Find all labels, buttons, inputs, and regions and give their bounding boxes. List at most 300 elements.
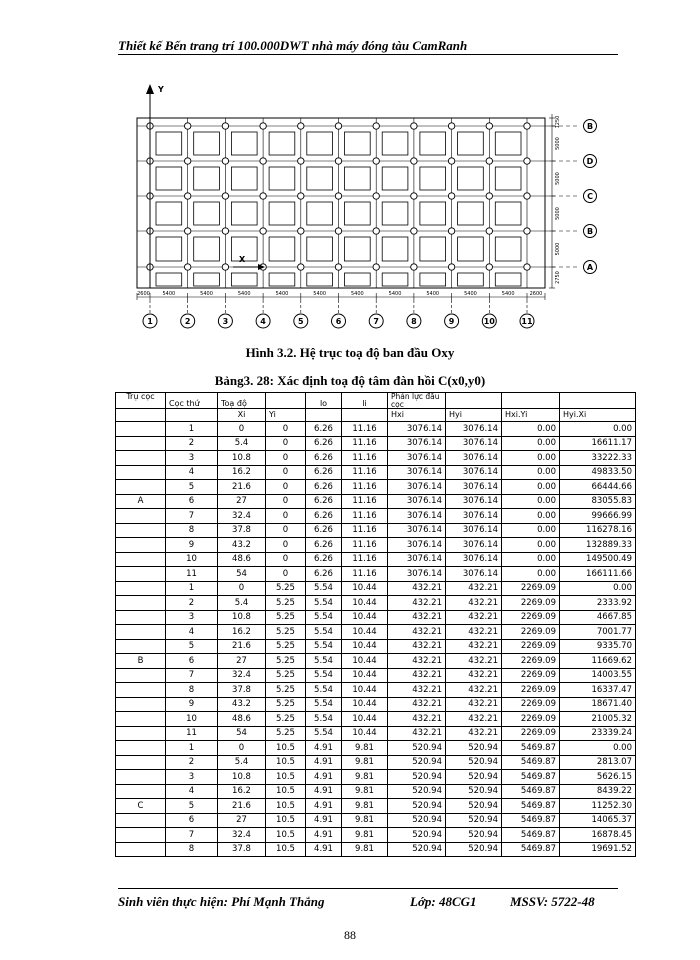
cell-pile-number: 3 (166, 770, 218, 785)
cell-pile-number: 3 (166, 610, 218, 625)
pile-marker (298, 228, 304, 234)
cell-li: 10.44 (342, 639, 388, 654)
cell-li: 10.44 (342, 712, 388, 727)
table-row (116, 842, 636, 857)
cell-hxi-yi: 0.00 (502, 523, 560, 538)
col-dim-label: 5400 (501, 291, 515, 297)
pile-marker (222, 123, 228, 129)
pile-group-cell (116, 596, 166, 611)
cell-yi: 0 (266, 480, 306, 495)
slab-panel (307, 273, 333, 286)
subheader-xi: Xi (218, 409, 266, 422)
slab-panel (231, 132, 257, 155)
cell-yi: 0 (266, 509, 306, 524)
cell-yi: 10.5 (266, 784, 306, 799)
footer-mssv: MSSV: 5722-48 (510, 894, 595, 909)
subheader-hxi-yi: Hxi.Yi (502, 409, 560, 422)
cell-hyi-xi: 23339.24 (560, 726, 636, 741)
pile-group-cell (116, 451, 166, 466)
cell-lo: 5.54 (306, 654, 342, 669)
cell-xi: 27 (218, 654, 266, 669)
pile-marker (298, 158, 304, 164)
cell-hyi-xi: 14003.55 (560, 668, 636, 683)
slab-panel (420, 273, 446, 286)
cell-hxi: 3076.14 (388, 494, 446, 509)
cell-lo: 5.54 (306, 712, 342, 727)
cell-hxi-yi: 2269.09 (502, 625, 560, 640)
slab-panel (345, 237, 371, 261)
cell-pile-number: 6 (166, 654, 218, 669)
pile-marker (486, 158, 492, 164)
cell-hxi: 432.21 (388, 625, 446, 640)
pile-group-cell (116, 712, 166, 727)
cell-hyi: 3076.14 (446, 509, 502, 524)
pile-marker (298, 123, 304, 129)
slab-panel (458, 167, 484, 190)
col-axis-label: 3 (222, 317, 229, 326)
slab-panel (495, 202, 521, 225)
table-row (116, 509, 636, 524)
cell-xi: 5.4 (218, 436, 266, 451)
cell-lo: 6.26 (306, 451, 342, 466)
cell-hxi-yi: 0.00 (502, 480, 560, 495)
cell-pile-number: 11 (166, 726, 218, 741)
cell-xi: 37.8 (218, 842, 266, 857)
subheader-hyi: Hyi (446, 409, 502, 422)
cell-hyi-xi: 166111.66 (560, 567, 636, 582)
cell-hxi-yi: 0.00 (502, 422, 560, 437)
pile-marker (335, 228, 341, 234)
slab-panel (307, 132, 333, 155)
table-caption: Bảng3. 28: Xác định toạ độ tâm đàn hồi C(x0,y0) (214, 373, 486, 388)
pile-group-cell (116, 697, 166, 712)
cell-li: 10.44 (342, 683, 388, 698)
cell-hxi-yi: 0.00 (502, 552, 560, 567)
slab-panel (420, 237, 446, 261)
slab-panel (194, 167, 220, 190)
table-row (116, 712, 636, 727)
cell-hyi-xi: 16878.45 (560, 828, 636, 843)
slab-panel (307, 202, 333, 225)
cell-li: 10.44 (342, 654, 388, 669)
cell-xi: 48.6 (218, 552, 266, 567)
cell-xi: 5.4 (218, 596, 266, 611)
cell-lo: 6.26 (306, 465, 342, 480)
slab-panel (269, 202, 295, 225)
page-number: 88 (344, 928, 356, 942)
pile-marker (185, 123, 191, 129)
pile-marker (335, 264, 341, 270)
slab-panel (156, 132, 182, 155)
cell-hxi-yi: 5469.87 (502, 813, 560, 828)
cell-hyi: 3076.14 (446, 451, 502, 466)
cell-hxi: 520.94 (388, 799, 446, 814)
header-phan-luc: Phản lực đầu cọc (388, 393, 446, 409)
cell-pile-number: 7 (166, 509, 218, 524)
cell-li: 10.44 (342, 726, 388, 741)
cell-hyi-xi: 33222.33 (560, 451, 636, 466)
footer-rule (118, 888, 618, 889)
cell-xi: 37.8 (218, 523, 266, 538)
cell-pile-number: 8 (166, 523, 218, 538)
cell-li: 11.16 (342, 567, 388, 582)
pile-group-cell (116, 480, 166, 495)
slab-panel (194, 202, 220, 225)
cell-li: 10.44 (342, 697, 388, 712)
table-row (116, 668, 636, 683)
cell-lo: 4.91 (306, 755, 342, 770)
cell-yi: 5.25 (266, 712, 306, 727)
cell-hxi: 432.21 (388, 654, 446, 669)
table-row (116, 480, 636, 495)
cell-hxi-yi: 2269.09 (502, 712, 560, 727)
cell-pile-number: 7 (166, 668, 218, 683)
cell-hyi: 432.21 (446, 683, 502, 698)
cell-yi: 0 (266, 436, 306, 451)
cell-lo: 4.91 (306, 784, 342, 799)
slab-panel (345, 167, 371, 190)
slab-panel (269, 237, 295, 261)
cell-hyi-xi: 18671.40 (560, 697, 636, 712)
cell-xi: 16.2 (218, 784, 266, 799)
cell-hyi: 3076.14 (446, 436, 502, 451)
cell-hyi: 520.94 (446, 842, 502, 857)
pile-marker (411, 158, 417, 164)
cell-yi: 0 (266, 567, 306, 582)
cell-lo: 6.26 (306, 480, 342, 495)
pile-marker (411, 228, 417, 234)
cell-hyi-xi: 11252.30 (560, 799, 636, 814)
col-axis-label: 7 (373, 317, 379, 326)
pile-group-cell (116, 741, 166, 756)
header-blank (446, 393, 502, 409)
cell-li: 11.16 (342, 465, 388, 480)
cell-hxi: 3076.14 (388, 451, 446, 466)
pile-group-cell (116, 436, 166, 451)
row-axis-label: D (586, 157, 594, 167)
cell-hxi: 520.94 (388, 828, 446, 843)
pile-marker (448, 264, 454, 270)
pile-group-cell: B (116, 654, 166, 669)
slab-panel (156, 237, 182, 261)
cell-hxi: 432.21 (388, 581, 446, 596)
cell-yi: 0 (266, 494, 306, 509)
cell-pile-number: 4 (166, 784, 218, 799)
cell-yi: 0 (266, 451, 306, 466)
cell-hyi-xi: 2333.92 (560, 596, 636, 611)
cell-yi: 10.5 (266, 770, 306, 785)
cell-lo: 4.91 (306, 799, 342, 814)
table-row (116, 726, 636, 741)
cell-hxi-yi: 0.00 (502, 494, 560, 509)
cell-li: 9.81 (342, 770, 388, 785)
cell-yi: 5.25 (266, 610, 306, 625)
row-axis-label: A (586, 263, 594, 273)
cell-hxi: 3076.14 (388, 538, 446, 553)
pile-marker (486, 264, 492, 270)
subheader-blank (342, 409, 388, 422)
cell-hyi-xi: 4667.85 (560, 610, 636, 625)
table-row (116, 828, 636, 843)
footer-student: Sinh viên thực hiện: Phí Mạnh Thắng (118, 894, 325, 909)
slab-panel (495, 273, 521, 286)
col-dim-label: 2600 (529, 291, 543, 297)
pile-marker (373, 228, 379, 234)
header-li: li (342, 393, 388, 409)
cell-pile-number: 10 (166, 712, 218, 727)
col-axis-label: 8 (411, 317, 417, 326)
table-row (116, 552, 636, 567)
pile-marker (373, 193, 379, 199)
cell-hxi: 3076.14 (388, 480, 446, 495)
cell-pile-number: 2 (166, 436, 218, 451)
cell-lo: 4.91 (306, 813, 342, 828)
col-dim-label: 5400 (313, 291, 327, 297)
pile-marker (298, 193, 304, 199)
cell-pile-number: 2 (166, 596, 218, 611)
cell-hxi-yi: 5469.87 (502, 842, 560, 857)
cell-yi: 5.25 (266, 726, 306, 741)
cell-pile-number: 10 (166, 552, 218, 567)
cell-yi: 5.25 (266, 625, 306, 640)
cell-hxi: 3076.14 (388, 436, 446, 451)
pile-group-cell: C (116, 799, 166, 814)
cell-li: 10.44 (342, 581, 388, 596)
pile-group-cell (116, 755, 166, 770)
pile-marker (524, 123, 530, 129)
pile-marker (298, 264, 304, 270)
row-dim-label: 5000 (555, 207, 561, 220)
col-axis-label: 4 (260, 317, 266, 326)
slab-panel (420, 167, 446, 190)
cell-hxi-yi: 5469.87 (502, 741, 560, 756)
x-axis-label: X (239, 255, 246, 264)
slab-panel (458, 237, 484, 261)
cell-pile-number: 8 (166, 683, 218, 698)
slab-panel (307, 237, 333, 261)
cell-hyi: 432.21 (446, 697, 502, 712)
cell-xi: 16.2 (218, 625, 266, 640)
header-blank (502, 393, 560, 409)
col-dim-label: 5400 (350, 291, 364, 297)
cell-yi: 5.25 (266, 654, 306, 669)
pile-marker (222, 158, 228, 164)
cell-xi: 0 (218, 422, 266, 437)
cell-yi: 10.5 (266, 755, 306, 770)
cell-hxi: 520.94 (388, 741, 446, 756)
pile-marker (335, 123, 341, 129)
cell-li: 10.44 (342, 668, 388, 683)
cell-hyi-xi: 0.00 (560, 422, 636, 437)
cell-hxi: 3076.14 (388, 567, 446, 582)
pile-marker (260, 123, 266, 129)
pile-marker (260, 193, 266, 199)
cell-hyi-xi: 0.00 (560, 741, 636, 756)
slab-panel (495, 167, 521, 190)
table-header-row (116, 393, 636, 409)
subheader-hyi-xi: Hyi.Xi (560, 409, 636, 422)
pile-group-cell (116, 842, 166, 857)
table-row (116, 770, 636, 785)
cell-lo: 4.91 (306, 828, 342, 843)
pile-group-cell (116, 625, 166, 640)
pile-group-cell (116, 668, 166, 683)
cell-lo: 5.54 (306, 596, 342, 611)
pile-marker (411, 123, 417, 129)
cell-hyi-xi: 16611.17 (560, 436, 636, 451)
pile-marker (486, 123, 492, 129)
cell-hxi-yi: 5469.87 (502, 784, 560, 799)
cell-hxi-yi: 2269.09 (502, 581, 560, 596)
cell-hxi: 432.21 (388, 726, 446, 741)
slab-panel (307, 167, 333, 190)
cell-li: 11.16 (342, 494, 388, 509)
slab-panel (345, 202, 371, 225)
cell-hxi-yi: 5469.87 (502, 770, 560, 785)
slab-panel (345, 273, 371, 286)
cell-xi: 48.6 (218, 712, 266, 727)
cell-hxi: 3076.14 (388, 552, 446, 567)
cell-xi: 43.2 (218, 697, 266, 712)
col-dim-label: 5400 (162, 291, 176, 297)
cell-hxi: 520.94 (388, 842, 446, 857)
pile-plan-figure (125, 78, 615, 340)
cell-xi: 37.8 (218, 683, 266, 698)
pile-group-cell (116, 567, 166, 582)
cell-lo: 5.54 (306, 683, 342, 698)
row-dim-label: 5000 (555, 242, 561, 256)
table-subheader-row (116, 409, 636, 422)
row-dim-label: 5000 (555, 137, 561, 150)
cell-hyi: 432.21 (446, 639, 502, 654)
cell-xi: 21.6 (218, 480, 266, 495)
slab-panel (420, 132, 446, 155)
cell-hxi-yi: 0.00 (502, 436, 560, 451)
cell-hyi: 3076.14 (446, 422, 502, 437)
table-row (116, 523, 636, 538)
cell-xi: 54 (218, 567, 266, 582)
pile-marker (448, 228, 454, 234)
header-blank (266, 393, 306, 409)
cell-hyi-xi: 2813.07 (560, 755, 636, 770)
cell-yi: 5.25 (266, 639, 306, 654)
cell-yi: 10.5 (266, 842, 306, 857)
pile-marker (222, 228, 228, 234)
cell-pile-number: 11 (166, 567, 218, 582)
y-axis-label: Y (158, 85, 164, 94)
cell-pile-number: 6 (166, 494, 218, 509)
cell-lo: 6.26 (306, 552, 342, 567)
cell-pile-number: 1 (166, 422, 218, 437)
slab-panel (194, 273, 220, 286)
cell-hyi: 520.94 (446, 741, 502, 756)
cell-hyi: 520.94 (446, 784, 502, 799)
cell-pile-number: 6 (166, 813, 218, 828)
pile-group-cell (116, 726, 166, 741)
cell-hxi: 432.21 (388, 639, 446, 654)
cell-hxi-yi: 2269.09 (502, 610, 560, 625)
pile-marker (524, 193, 530, 199)
pile-marker (411, 264, 417, 270)
cell-hyi-xi: 99666.99 (560, 509, 636, 524)
cell-lo: 6.26 (306, 422, 342, 437)
cell-lo: 4.91 (306, 741, 342, 756)
pile-marker (185, 158, 191, 164)
col-dim-label: 5400 (464, 291, 477, 297)
cell-hxi: 3076.14 (388, 523, 446, 538)
cell-li: 9.81 (342, 813, 388, 828)
cell-yi: 0 (266, 523, 306, 538)
slab-panel (231, 167, 257, 190)
cell-lo: 5.54 (306, 581, 342, 596)
cell-xi: 32.4 (218, 668, 266, 683)
cell-hyi-xi: 83055.83 (560, 494, 636, 509)
cell-hyi: 520.94 (446, 755, 502, 770)
cell-li: 11.16 (342, 422, 388, 437)
cell-lo: 5.54 (306, 639, 342, 654)
table-row (116, 625, 636, 640)
pile-group-cell (116, 538, 166, 553)
slab-panel (420, 202, 446, 225)
cell-li: 10.44 (342, 596, 388, 611)
cell-hxi: 432.21 (388, 712, 446, 727)
table-row (116, 813, 636, 828)
pile-marker (486, 228, 492, 234)
pile-group-cell (116, 813, 166, 828)
cell-li: 9.81 (342, 799, 388, 814)
cell-li: 10.44 (342, 625, 388, 640)
cell-xi: 10.8 (218, 770, 266, 785)
cell-yi: 0 (266, 538, 306, 553)
cell-hyi-xi: 132889.33 (560, 538, 636, 553)
pile-marker (373, 264, 379, 270)
cell-hyi: 3076.14 (446, 480, 502, 495)
table-row (116, 610, 636, 625)
cell-li: 11.16 (342, 436, 388, 451)
cell-yi: 0 (266, 422, 306, 437)
cell-pile-number: 4 (166, 465, 218, 480)
col-axis-label: 2 (184, 317, 191, 326)
table-row (116, 755, 636, 770)
cell-xi: 43.2 (218, 538, 266, 553)
cell-xi: 54 (218, 726, 266, 741)
cell-hyi-xi: 7001.77 (560, 625, 636, 640)
cell-hyi: 432.21 (446, 625, 502, 640)
cell-li: 11.16 (342, 538, 388, 553)
cell-hxi: 432.21 (388, 683, 446, 698)
cell-hyi: 3076.14 (446, 523, 502, 538)
cell-xi: 32.4 (218, 828, 266, 843)
pile-group-cell (116, 610, 166, 625)
table-row (116, 538, 636, 553)
cell-hyi-xi: 116278.16 (560, 523, 636, 538)
cell-hxi-yi: 0.00 (502, 451, 560, 466)
table-row (116, 567, 636, 582)
cell-lo: 5.54 (306, 668, 342, 683)
cell-li: 9.81 (342, 755, 388, 770)
cell-lo: 5.54 (306, 726, 342, 741)
slab-panel (194, 132, 220, 155)
col-axis-label: 6 (335, 317, 342, 326)
cell-hxi-yi: 2269.09 (502, 697, 560, 712)
cell-hyi: 432.21 (446, 712, 502, 727)
col-dim-label: 5400 (388, 291, 402, 297)
cell-pile-number: 9 (166, 697, 218, 712)
page-header: Thiết kế Bến trang trí 100.000DWT nhà máy đóng tàu CamRanh (118, 38, 468, 53)
cell-xi: 10.8 (218, 610, 266, 625)
cell-li: 9.81 (342, 784, 388, 799)
cell-hyi-xi: 66444.66 (560, 480, 636, 495)
